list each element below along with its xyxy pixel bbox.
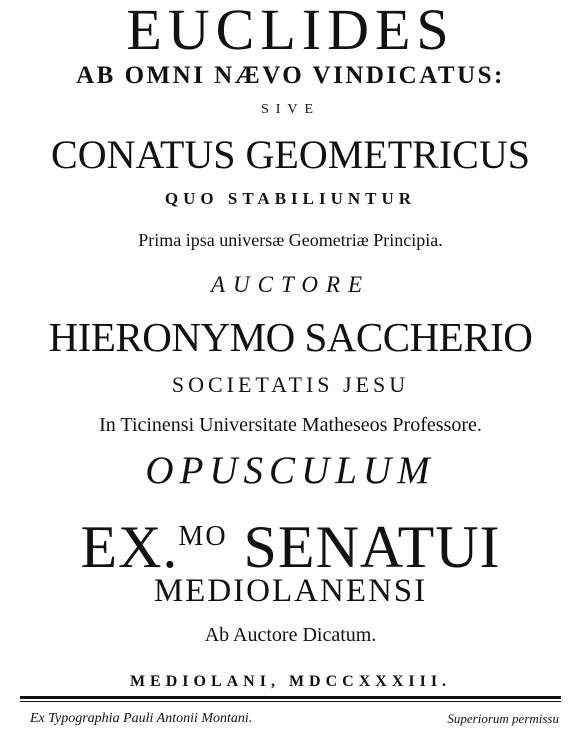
- author-name: HIERONYMO SACCHERIO: [48, 314, 533, 360]
- permission-line: Superiorum permissu: [447, 711, 559, 726]
- auctore-label: AUCTORE: [210, 272, 371, 297]
- divider-rule-thick: [20, 696, 561, 699]
- main-title: EUCLIDES: [126, 0, 455, 62]
- dedication-ex: EX.: [80, 514, 179, 580]
- dedication-senatui: SENATUI: [243, 514, 501, 580]
- quo-line: QUO STABILIUNTUR: [164, 189, 417, 208]
- imprint-line: MEDIOLANI, MDCCXXXIII.: [129, 673, 452, 690]
- dedication-line: [0, 504, 581, 580]
- opusculum-label: OPUSCULUM: [145, 449, 436, 492]
- society-line: SOCIETATIS JESU: [171, 372, 410, 397]
- sive-connector: SIVE: [260, 102, 321, 117]
- dicatum-line: Ab Auctore Dicatum.: [204, 624, 377, 646]
- dedication-superscript: MO: [178, 521, 228, 552]
- secondary-title: CONATUS GEOMETRICUS: [51, 132, 530, 177]
- divider-rule-thin: [20, 701, 561, 702]
- printer-line: Ex Typographia Pauli Antonii Montani.: [30, 711, 253, 726]
- mediolanensi-line: MEDIOLANENSI: [153, 573, 428, 609]
- principia-line: Prima ipsa universæ Geometriæ Principia.: [138, 230, 443, 250]
- professor-line: In Ticinensi Universitate Matheseos Professore.: [99, 414, 482, 436]
- subtitle: AB OMNI NÆVO VINDICATUS:: [76, 62, 505, 89]
